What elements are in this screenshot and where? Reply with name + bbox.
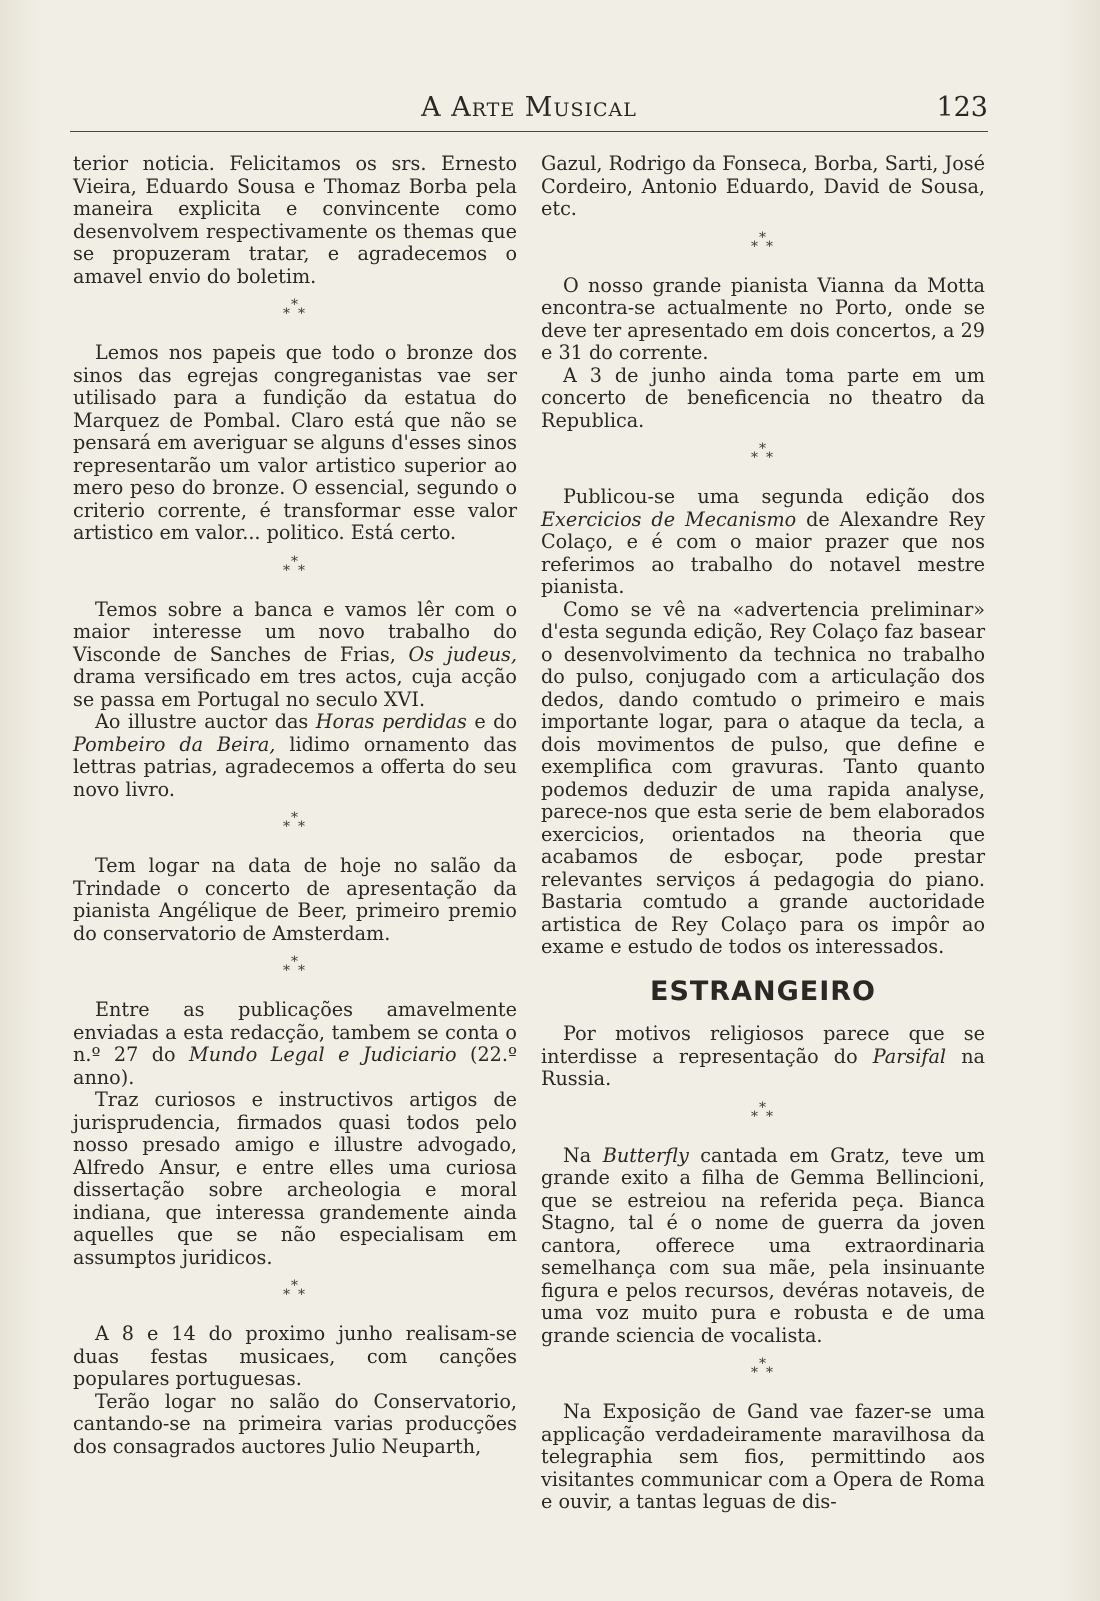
section-heading: ESTRANGEIRO [650, 975, 876, 1007]
asterism-separator: * * * [283, 954, 305, 979]
asterism-separator: * * * [283, 1278, 305, 1303]
book-title: Pombeiro da Beira, [73, 732, 276, 756]
running-header [70, 88, 988, 132]
right-column [541, 153, 985, 1514]
paragraph: Lemos nos papeis que todo o bronze dos sinos das egrejas congreganistas vae ser utilisado para a fundição da estatua do Marquez de Pombal. Claro está que não se pensará em averiguar se alguns d'esses sinos representarão um valor artistico superior ao mero peso do bronze. O essencial, segundo o criterio corrente, é transformar esse valor artistico em valor... politico. Está certo. [73, 341, 517, 544]
paragraph: A 3 de junho ainda toma parte em um concerto de beneficencia no theatro da Republica. [541, 363, 985, 432]
header-rule [70, 131, 988, 132]
paragraph: A 8 e 14 do proximo junho realisam-se duas festas musicaes, com canções populares portuguesas. [73, 1322, 517, 1390]
opera-title: Butterfly [602, 1143, 689, 1167]
left-column [73, 153, 517, 1458]
page-number: 123 [936, 92, 988, 123]
paragraph: Entre as publicações amavelmente enviadas a esta redacção, tambem se conta o n.º 27 do Mundo Legal e Judiciario (22.º anno). [73, 998, 517, 1089]
asterism-separator: * * * [751, 229, 773, 255]
publication-title: Mundo Legal e Judiciario [189, 1043, 457, 1066]
paragraph: O nosso grande pianista Vianna da Motta encontra-se actualmente no Porto, onde se deve ter apresentado em dois concertos, a 29 e 31 do corrente. [541, 273, 985, 364]
book-title: Horas perdidas [315, 710, 467, 733]
paragraph: Tem logar na data de hoje no salão da Trindade o concerto de apresentação da pianista Angélique de Beer, primeiro premio do conservatorio de Amsterdam. [73, 854, 517, 945]
paragraph: Publicou-se uma segunda edição dos Exercicios de Mecanismo de Alexandre Rey Colaço, e é com o maior prazer que nos referimos ao trabalho do notavel mestre pianista. [541, 485, 985, 598]
paragraph: Ao illustre auctor das Horas perdidas e do Pombeiro da Beira, lidimo ornamento das lettras patrias, agradecemos a offerta do seu novo livro. [73, 710, 518, 801]
asterism-separator: * * * [283, 297, 305, 322]
paragraph: Por motivos religiosos parece que se interdisse a representação do Parsifal na Russia. [541, 1022, 985, 1090]
paragraph: Na Exposição de Gand vae fazer-se uma applicação verdadeiramente maravilhosa da telegraphia sem fios, permittindo aos visitantes communicar com a Opera de Roma e ouvir, a tantas leguas de dis- [541, 1400, 985, 1513]
asterism-separator: * * * [283, 810, 305, 835]
asterism-separator: * * * [751, 441, 773, 466]
paragraph: Gazul, Rodrigo da Fonseca, Borba, Sarti, José Cordeiro, Antonio Eduardo, David de Sousa, etc. [541, 152, 985, 220]
opera-title: Parsifal [872, 1044, 947, 1068]
book-title: Exercicios de Mecanismo [541, 507, 797, 531]
asterism-separator: * * * [751, 1356, 773, 1381]
paragraph: Como se vê na «advertencia preliminar» d'esta segunda edição, Rey Colaço faz basear o desenvolvimento da technica no trabalho do pulso, conjugado com a articulação dos dedos, dando comtudo o primeiro e mais importante logar, para o ataque da tecla, a dois movimentos de pulso, que define e exemplifica com gravuras. Tanto quanto podemos deduzir de uma rapida analyse, parece-nos que esta serie de bem elaborados exercicios, orientados na theoria que acabamos de esboçar, pode prestar relevantes serviços á pedagogia do piano. Bastaria comtudo a grande auctoridade artistica de Rey Colaço para os impôr ao exame e estudo de todos os interessados. [541, 597, 985, 958]
paragraph: Na Butterfly cantada em Gratz, teve um grande exito a filha de Gemma Bellincioni, que se estreiou na referida peça. Bianca Stagno, tal é o nome de guerra da joven cantora, offerece uma extraordinaria semelhança com sua mãe, pela insinuante figura e pelos recursos, devéras notaveis, de uma voz muito pura e robusta e de uma grande sciencia de vocalista. [541, 1143, 985, 1347]
asterism-separator: * * * [751, 1099, 773, 1125]
paragraph: terior noticia. Felicitamos os srs. Ernesto Vieira, Eduardo Sousa e Thomaz Borba pela maneira explicita e convincente como desenvolvem respectivamente os themas que se propuzeram tratar, e agradecemos o amavel envio do boletim. [73, 152, 517, 288]
journal-title: A Arte Musical [421, 92, 637, 123]
book-title: Os judeus, [408, 642, 517, 666]
paragraph: Traz curiosos e instructivos artigos de jurisprudencia, firmados quasi todos pelo nosso presado amigo e illustre advogado, Alfredo Ansur, e entre elles uma curiosa dissertação sobre archeologia e moral indiana, que interessa grandemente ainda aquelles que se não especialisam em assumptos juridicos. [73, 1088, 517, 1269]
paragraph: Temos sobre a banca e vamos lêr com o maior interesse um novo trabalho do Visconde de Sanches de Frias, Os judeus, drama versificado em tres actos, cuja acção se passa em Portugal no seculo XVI. [73, 597, 517, 711]
paragraph: Terão logar no salão do Conservatorio, cantando-se na primeira varias producções dos consagrados auctores Julio Neuparth, [73, 1389, 517, 1458]
asterism-separator: * * * [283, 553, 305, 579]
